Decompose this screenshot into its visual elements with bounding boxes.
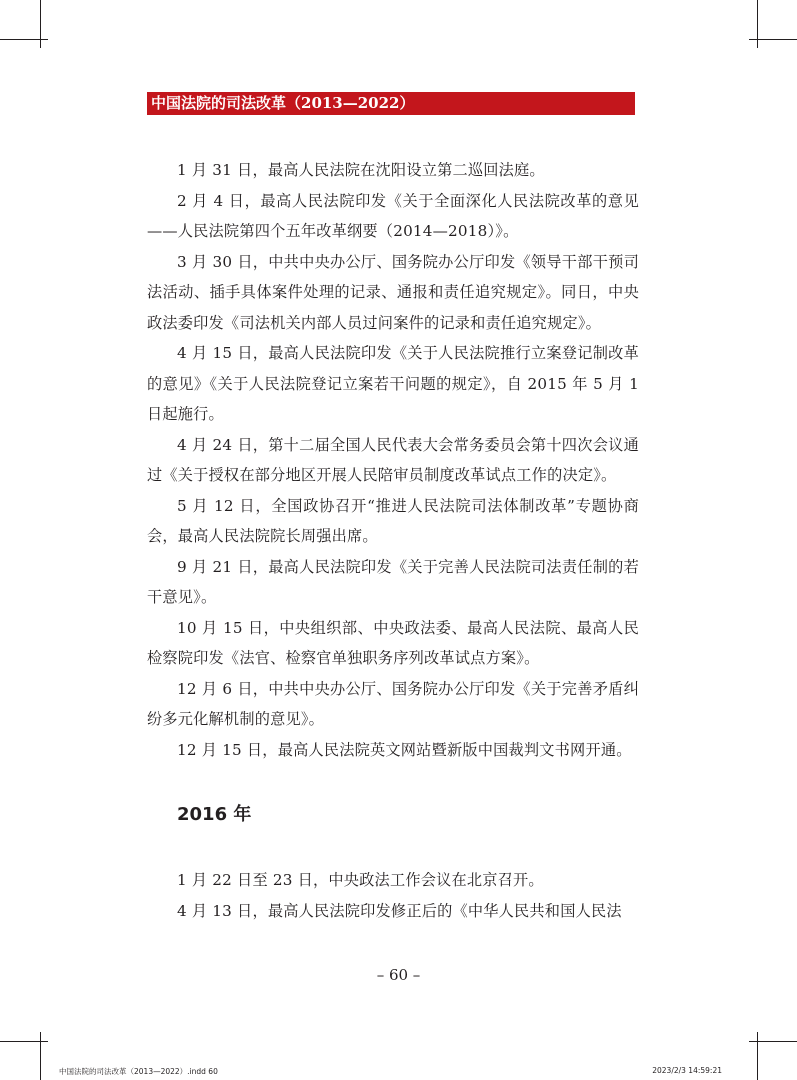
crop-mark-bottom-left-h bbox=[0, 1041, 48, 1042]
year-heading-2016: 2016 年 bbox=[177, 804, 252, 825]
paragraph-2015-08: 10 月 15 日，中央组织部、中央政法委、最高人民法院、最高人民检察院印发《法官、检察官单独职务序列改革试点方案》。 bbox=[147, 618, 639, 667]
crop-mark-bottom-right-v bbox=[757, 1032, 758, 1080]
crop-mark-top-right-h bbox=[749, 39, 797, 40]
paragraph-2015-04: 4 月 15 日，最高人民法院印发《关于人民法院推行立案登记制改革的意见》《关于人民法院登记立案若干问题的规定》，自 2015 年 5 月 1 日起施行。 bbox=[147, 344, 639, 423]
paragraph-2015-02: 2 月 4 日，最高人民法院印发《关于全面深化人民法院改革的意见——人民法院第四个五年改革纲要（2014—2018）》。 bbox=[147, 191, 639, 240]
page-body bbox=[147, 155, 639, 926]
running-header-title: 中国法院的司法改革（2013—2022） bbox=[151, 94, 415, 112]
paragraph-2015-07: 9 月 21 日，最高人民法院印发《关于完善人民法院司法责任制的若干意见》。 bbox=[147, 557, 639, 606]
paragraph-2015-09: 12 月 6 日，中共中央办公厅、国务院办公厅印发《关于完善矛盾纠纷多元化解机制的意见》。 bbox=[147, 679, 639, 728]
crop-mark-bottom-left-v bbox=[40, 1032, 41, 1080]
paragraph-2015-06: 5 月 12 日，全国政协召开“推进人民法院司法体制改革”专题协商会，最高人民法院院长周强出席。 bbox=[147, 496, 639, 545]
page-number: – 60 – bbox=[376, 966, 421, 984]
paragraph-2016-01: 1 月 22 日至 23 日，中央政法工作会议在北京召开。 bbox=[177, 871, 544, 889]
crop-mark-top-left-v bbox=[40, 0, 41, 48]
slug-timestamp: 2023/2/3 14:59:21 bbox=[652, 1066, 722, 1075]
crop-mark-top-left-h bbox=[0, 39, 48, 40]
slug-filename: 中国法院的司法改革（2013—2022）.indd 60 bbox=[59, 1067, 218, 1076]
crop-mark-bottom-right-h bbox=[749, 1041, 797, 1042]
running-header-bar bbox=[147, 92, 635, 115]
crop-mark-top-right-v bbox=[757, 0, 758, 48]
paragraph-2015-01: 1 月 31 日，最高人民法院在沈阳设立第二巡回法庭。 bbox=[177, 161, 545, 179]
paragraph-2015-10: 12 月 15 日，最高人民法院英文网站暨新版中国裁判文书网开通。 bbox=[177, 740, 632, 759]
paragraph-2016-02: 4 月 13 日，最高人民法院印发修正后的《中华人民共和国人民法 bbox=[177, 901, 622, 920]
paragraph-2015-03: 3 月 30 日，中共中央办公厅、国务院办公厅印发《领导干部干预司法活动、插手具体案件处理的记录、通报和责任追究规定》。同日，中央政法委印发《司法机关内部人员过问案件的记录和责任追究规定》。 bbox=[147, 252, 639, 332]
paragraph-2015-05: 4 月 24 日，第十二届全国人民代表大会常务委员会第十四次会议通过《关于授权在部分地区开展人民陪审员制度改革试点工作的决定》。 bbox=[147, 435, 639, 484]
